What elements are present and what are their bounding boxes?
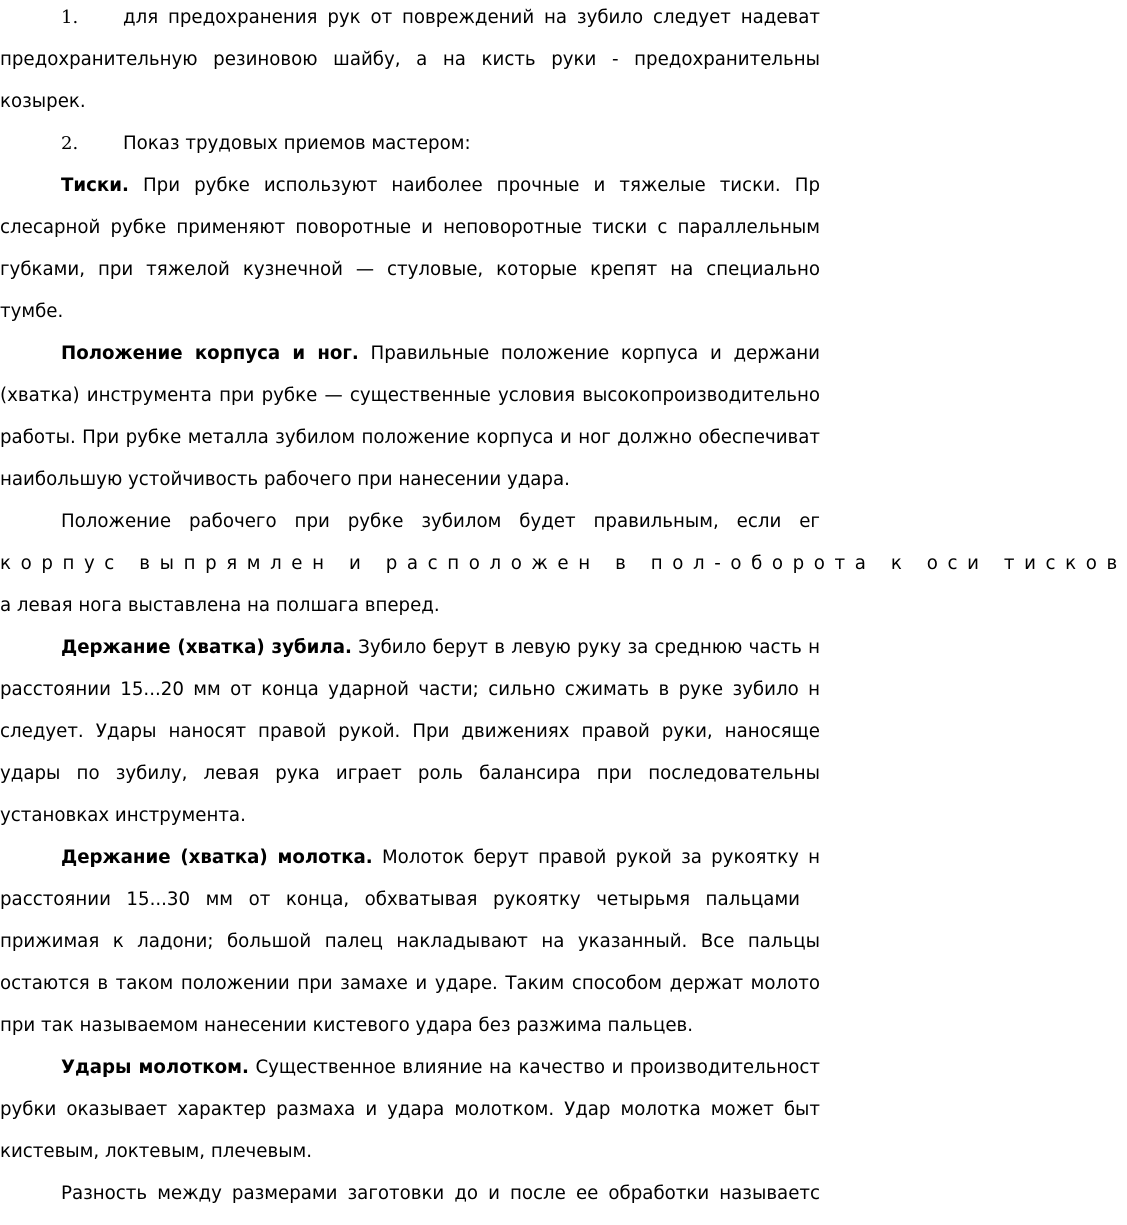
- vise-line-1-text: При рубке используют наиболее прочные и тяжелые тиски. Пр: [143, 175, 820, 196]
- hammer-grip-line-4: остаются в таком положении при замахе и ударе. Таким способом держат молото: [0, 973, 820, 994]
- hammer-grip-line-1: [61, 843, 820, 873]
- chisel-grip-line-5: установках инструмента.: [0, 805, 246, 826]
- hammer-grip-line-1-text: Молоток берут правой рукой за рукоятку н: [381, 847, 820, 868]
- position-line-1: Положение рабочего при рубке зубилом будет правильным, если ег: [61, 511, 820, 532]
- posture-line-4: наибольшую устойчивость рабочего при нанесении удара.: [0, 469, 570, 490]
- hammer-strikes-line-1-text: Существенное влияние на качество и производительност: [255, 1057, 820, 1078]
- item1-line-1: для предохранения рук от повреждений на зубило следует надеват: [123, 7, 820, 28]
- hammer-strikes-heading: Удары молотком.: [61, 1057, 249, 1078]
- posture-line-1-text: Правильные положение корпуса и держани: [370, 343, 820, 364]
- item2-text: Показ трудовых приемов мастером:: [123, 133, 471, 154]
- difference-line-1: Разность между размерами заготовки до и после ее обработки называетс: [61, 1183, 820, 1204]
- position-line-2: корпус выпрямлен и расположен в пол-оборота к оси тисков: [0, 553, 1127, 574]
- hammer-strikes-line-2: рубки оказывает характер размаха и удара молотком. Удар молотка может быт: [0, 1099, 820, 1120]
- hammer-grip-line-2: расстоянии 15...30 мм от конца, обхватывая рукоятку четырьмя пальцами: [0, 889, 800, 910]
- item1-line-2: предохранительную резиновою шайбу, а на кисть руки - предохранительны: [0, 49, 820, 70]
- posture-heading: Положение корпуса и ног.: [61, 343, 359, 364]
- posture-line-3: работы. При рубке металла зубилом положение корпуса и ног должно обеспечиват: [0, 427, 820, 448]
- list-number-1: 1.: [61, 7, 79, 28]
- vise-line-1: [61, 171, 820, 201]
- position-line-3: а левая нога выставлена на полшага вперед.: [0, 595, 440, 616]
- hammer-grip-heading: Держание (хватка) молотка.: [61, 847, 373, 868]
- posture-line-2: (хватка) инструмента при рубке — существенные условия высокопроизводительно: [0, 385, 820, 406]
- vise-line-2: слесарной рубке применяют поворотные и неповоротные тиски с параллельным: [0, 217, 820, 238]
- chisel-grip-line-3: следует. Удары наносят правой рукой. При движениях правой руки, наносяще: [0, 721, 820, 742]
- chisel-grip-line-1-text: Зубило берут в левую руку за среднюю часть н: [358, 637, 820, 658]
- chisel-grip-heading: Держание (хватка) зубила.: [61, 637, 352, 658]
- hammer-strikes-line-3: кистевым, локтевым, плечевым.: [0, 1141, 313, 1162]
- hammer-strikes-line-1: [61, 1053, 820, 1083]
- chisel-grip-line-1: [61, 633, 820, 663]
- posture-line-1: [61, 339, 820, 369]
- vise-line-4: тумбе.: [0, 301, 64, 322]
- hammer-grip-line-3: прижимая к ладони; большой палец накладывают на указанный. Все пальцы: [0, 931, 820, 952]
- chisel-grip-line-4: удары по зубилу, левая рука играет роль балансира при последовательны: [0, 763, 820, 784]
- list-number-2: 2.: [61, 133, 79, 154]
- hammer-grip-line-5: при так называемом нанесении кистевого удара без разжима пальцев.: [0, 1015, 694, 1036]
- vise-heading: Тиски.: [61, 175, 129, 196]
- vise-line-3: губками, при тяжелой кузнечной — стуловые, которые крепят на специально: [0, 259, 820, 280]
- item1-line-3: козырек.: [0, 91, 86, 112]
- chisel-grip-line-2: расстоянии 15...20 мм от конца ударной части; сильно сжимать в руке зубило н: [0, 679, 820, 700]
